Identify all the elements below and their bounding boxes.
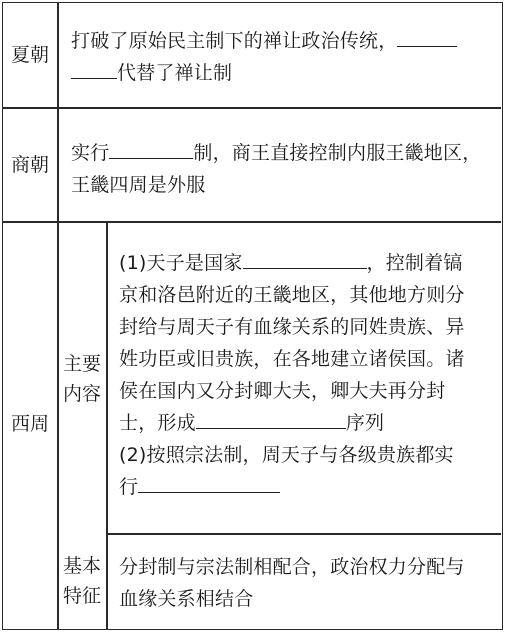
main-content-text [119,247,497,503]
shang-text-c: 王畿四周是外服 [71,174,206,196]
xia-text-b: 代替了禅让制 [117,62,233,84]
basic-line-1: 分封制与宗法制相配合，政治权力分配与 [119,556,465,578]
p1-a: (1)天子是国家 [119,252,243,274]
p1-c: 京和洛邑附近的王畿地区，其他地方则分 [119,284,465,306]
row-divider-xia [3,107,501,109]
main-label-line-2: 内容 [62,383,101,405]
p1-b: ，控制着镐 [366,252,463,274]
basic-label-line-1: 基本 [62,555,101,577]
shang-text-a: 实行 [71,142,110,164]
sub-label-basic-features [57,551,107,611]
row-content-shang [71,137,496,201]
p1-g: 士，形成 [119,412,196,434]
answer-blank [196,409,346,429]
answer-blank [397,27,457,47]
p2-b: 行 [119,476,139,498]
answer-blank [71,59,117,79]
row-divider-xizhou-sub [107,533,501,535]
basic-features-text [119,551,497,615]
main-label-line-1: 主要 [62,353,101,375]
shang-text-b: 制，商王直接控制内服王畿地区， [193,142,482,164]
sub-label-main-content [57,349,107,409]
answer-blank [138,473,280,493]
xia-text-a: 打破了原始民主制下的禅让政治传统， [71,30,398,52]
p1-f: 侯在国内又分封卿大夫，卿大夫再分封 [119,380,446,402]
row-label-shang: 商朝 [10,154,49,176]
answer-blank [109,139,193,159]
history-table [2,2,503,630]
row-content-xia [71,25,496,89]
p1-h: 序列 [345,412,385,434]
row-label-xizhou: 西周 [10,413,49,435]
row-divider-shang [3,221,501,223]
p1-d: 封给与周天子有血缘关系的同姓贵族、异 [119,316,465,338]
row-label-xia: 夏朝 [10,44,49,66]
basic-line-2: 血缘关系相结合 [119,588,254,610]
answer-blank [243,249,367,269]
p1-e: 姓功臣或旧贵族，在各地建立诸侯国。诸 [119,348,465,370]
column-divider [57,3,59,629]
basic-label-line-2: 特征 [62,585,101,607]
p2-a: (2)按照宗法制，周天子与各级贵族都实 [119,444,454,466]
